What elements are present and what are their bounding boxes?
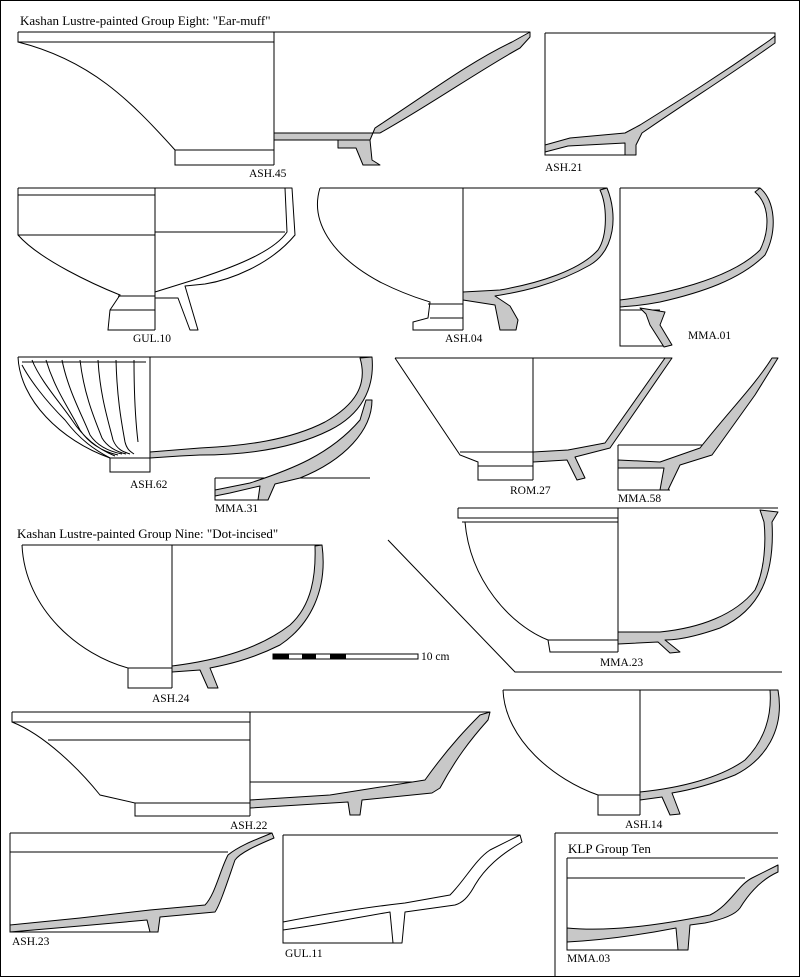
label-ash22: ASH.22 — [230, 820, 268, 832]
label-gul10: GUL.10 — [133, 333, 172, 345]
plate-border — [1, 1, 800, 977]
label-rom27: ROM.27 — [510, 485, 551, 497]
label-ash04: ASH.04 — [445, 333, 483, 345]
label-mma58: MMA.58 — [618, 493, 662, 505]
label-mma01: MMA.01 — [688, 330, 732, 342]
heading-group-ten: KLP Group Ten — [568, 841, 651, 856]
vessel-gul11 — [283, 835, 522, 960]
vessel-ash04 — [318, 188, 614, 345]
vessel-ash23 — [10, 833, 274, 948]
vessel-ash14 — [503, 690, 779, 831]
vessel-mma01 — [620, 188, 773, 347]
label-ash23: ASH.23 — [12, 936, 50, 948]
label-gul11: GUL.11 — [285, 948, 323, 960]
label-mma23: MMA.23 — [600, 657, 644, 669]
scale-bar — [273, 651, 449, 663]
vessel-ash24 — [22, 545, 323, 705]
label-ash21: ASH.21 — [545, 162, 583, 174]
heading-group-eight: Kashan Lustre-painted Group Eight: "Ear-muff" — [20, 13, 271, 28]
vessel-ash45 — [18, 32, 530, 180]
vessel-gul10 — [18, 188, 295, 345]
label-mma03: MMA.03 — [567, 953, 611, 965]
label-mma31: MMA.31 — [215, 503, 259, 515]
scale-bar-label: 10 cm — [421, 651, 450, 663]
label-ash14: ASH.14 — [625, 819, 663, 831]
heading-group-nine: Kashan Lustre-painted Group Nine: "Dot-incised" — [17, 526, 279, 541]
vessel-mma58 — [618, 358, 778, 505]
vessel-mma03 — [567, 858, 778, 965]
label-ash62: ASH.62 — [130, 479, 168, 491]
vessel-ash21 — [545, 33, 775, 174]
label-ash24: ASH.24 — [152, 693, 190, 705]
vessel-ash62 — [18, 357, 372, 491]
vessel-mma23 — [458, 508, 778, 669]
label-ash45: ASH.45 — [249, 168, 287, 180]
vessel-ash22 — [12, 712, 490, 832]
vessel-rom27 — [395, 358, 672, 497]
